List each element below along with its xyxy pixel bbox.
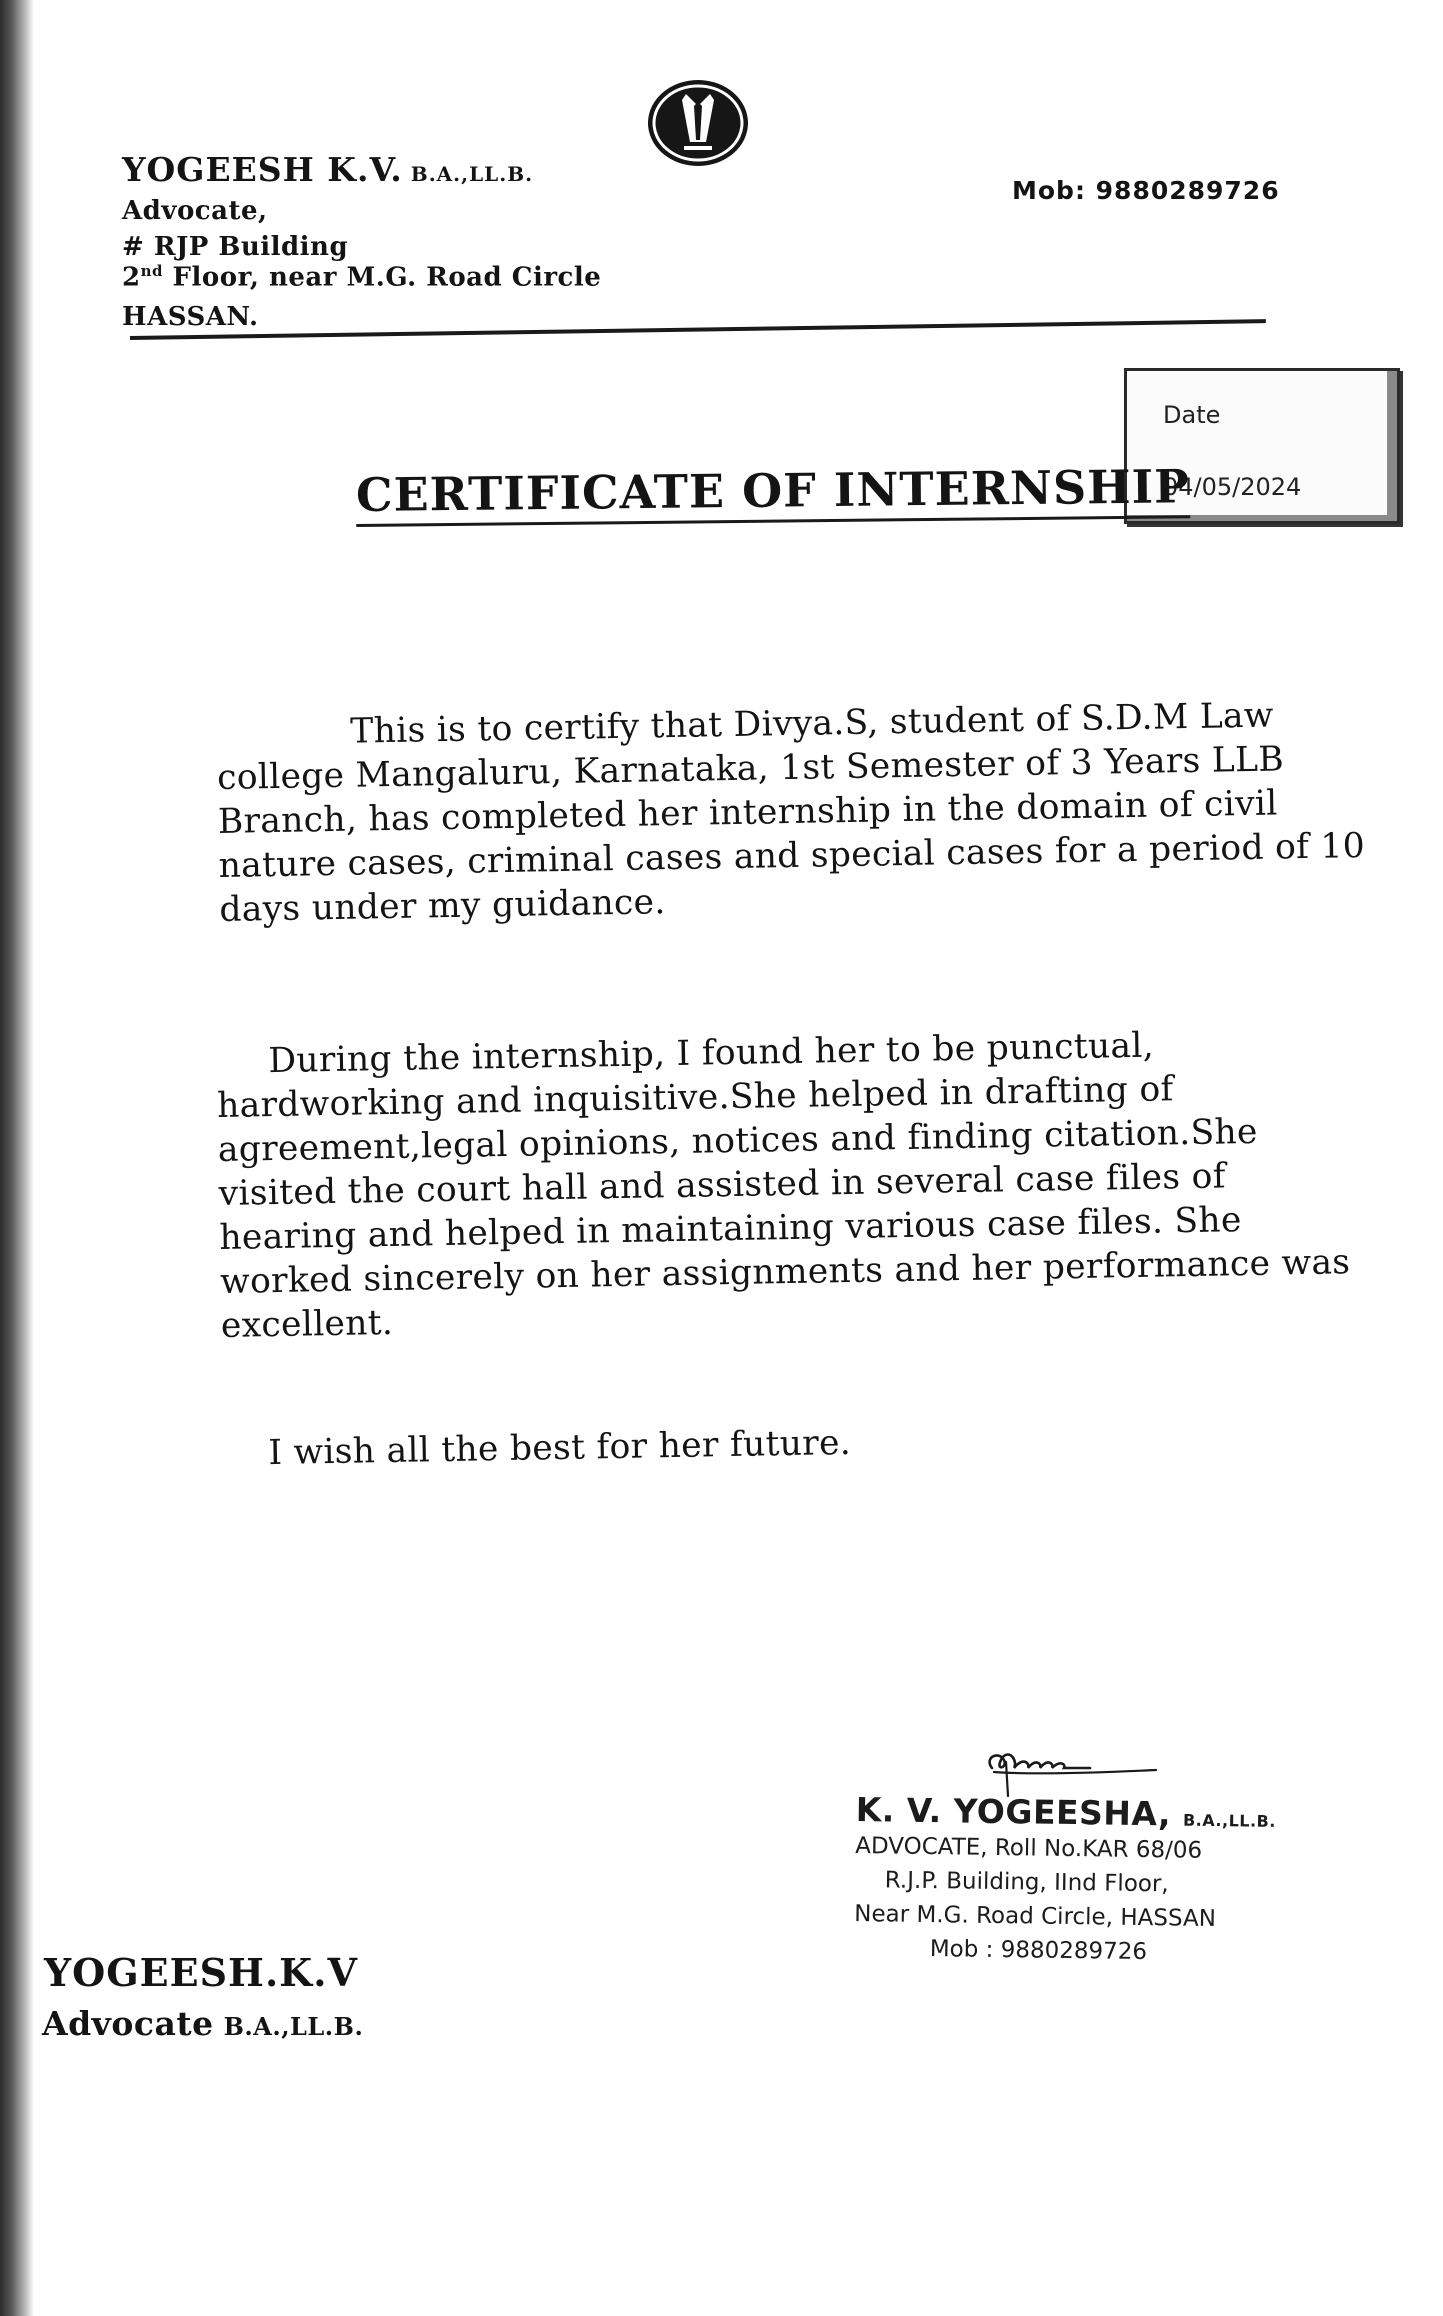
- address-rest: Floor, near M.G. Road Circle: [163, 262, 602, 293]
- paragraph-1-line: This is to certify that Divya.S, student of S.D.M Law: [350, 695, 1275, 752]
- letterhead-title: Advocate,: [122, 196, 268, 226]
- closing-line: I wish all the best for her future.: [268, 1422, 852, 1474]
- paragraph-2-line: excellent.: [220, 1302, 394, 1346]
- paragraph-1-line: nature cases, criminal cases and special cases for a period of 10: [218, 825, 1366, 886]
- advocate-gown-emblem-icon: [644, 76, 752, 170]
- letterhead-mobile: Mob: 9880289726: [1012, 176, 1280, 205]
- body-paragraph-2: [216, 1019, 1431, 1348]
- footer-name: YOGEESH.K.V: [44, 1950, 358, 1995]
- document-title: CERTIFICATE OF INTERNSHIP: [356, 459, 1190, 527]
- floor-ordinal: 2: [122, 262, 141, 293]
- paragraph-2-line: agreement,legal opinions, notices and finding citation.She: [217, 1111, 1259, 1170]
- closing-paragraph: [216, 1411, 1427, 1476]
- stamp-name-text: K. V. YOGEESHA,: [855, 1790, 1172, 1834]
- stamp-name: [855, 1790, 1276, 1835]
- paragraph-2-line: During the internship, I found her to be punctual,: [268, 1025, 1155, 1082]
- stamp-building: R.J.P. Building, IInd Floor,: [884, 1867, 1169, 1898]
- footer-title: [42, 2004, 363, 2043]
- letterhead-name-text: YOGEESH K.V.: [122, 150, 403, 189]
- body-paragraph-1: [216, 691, 1430, 932]
- stamp-mobile: Mob : 9880289726: [929, 1936, 1148, 1966]
- letterhead-city: HASSAN.: [122, 302, 259, 332]
- date-label: Date: [1163, 401, 1221, 429]
- header-divider: [130, 319, 1266, 340]
- paragraph-2-line: visited the court hall and assisted in several case files of: [218, 1156, 1227, 1214]
- advocate-stamp: [854, 1790, 1277, 1971]
- letterhead-address-line1: # RJP Building: [122, 232, 349, 262]
- stamp-roll: ADVOCATE, Roll No.KAR 68/06: [855, 1832, 1203, 1864]
- letterhead-degree: B.A.,LL.B.: [410, 162, 534, 186]
- stamp-address: Near M.G. Road Circle, HASSAN: [854, 1900, 1217, 1933]
- paragraph-2-line: worked sincerely on her assignments and her performance was: [219, 1242, 1351, 1302]
- paragraph-1-line: days under my guidance.: [219, 882, 666, 930]
- floor-suffix: nd: [140, 262, 163, 280]
- letterhead-name: [122, 150, 533, 189]
- footer-title-text: Advocate: [42, 2004, 214, 2043]
- paragraph-2-line: hardworking and inquisitive.She helped in drafting of: [216, 1069, 1174, 1126]
- letterhead-address-line2: [122, 262, 601, 293]
- stamp-degree: B.A.,LL.B.: [1182, 1810, 1277, 1831]
- paragraph-2-line: hearing and helped in maintaining various case files. She: [219, 1200, 1242, 1258]
- paragraph-1-line: Branch, has completed her internship in the domain of civil: [217, 783, 1278, 842]
- date-value: 04/05/2024: [1163, 473, 1302, 501]
- handwritten-signature-icon: [980, 1728, 1160, 1798]
- paragraph-1-line: college Mangaluru, Karnataka, 1st Semester of 3 Years LLB: [216, 739, 1285, 798]
- footer-degree: B.A.,LL.B.: [223, 2012, 364, 2041]
